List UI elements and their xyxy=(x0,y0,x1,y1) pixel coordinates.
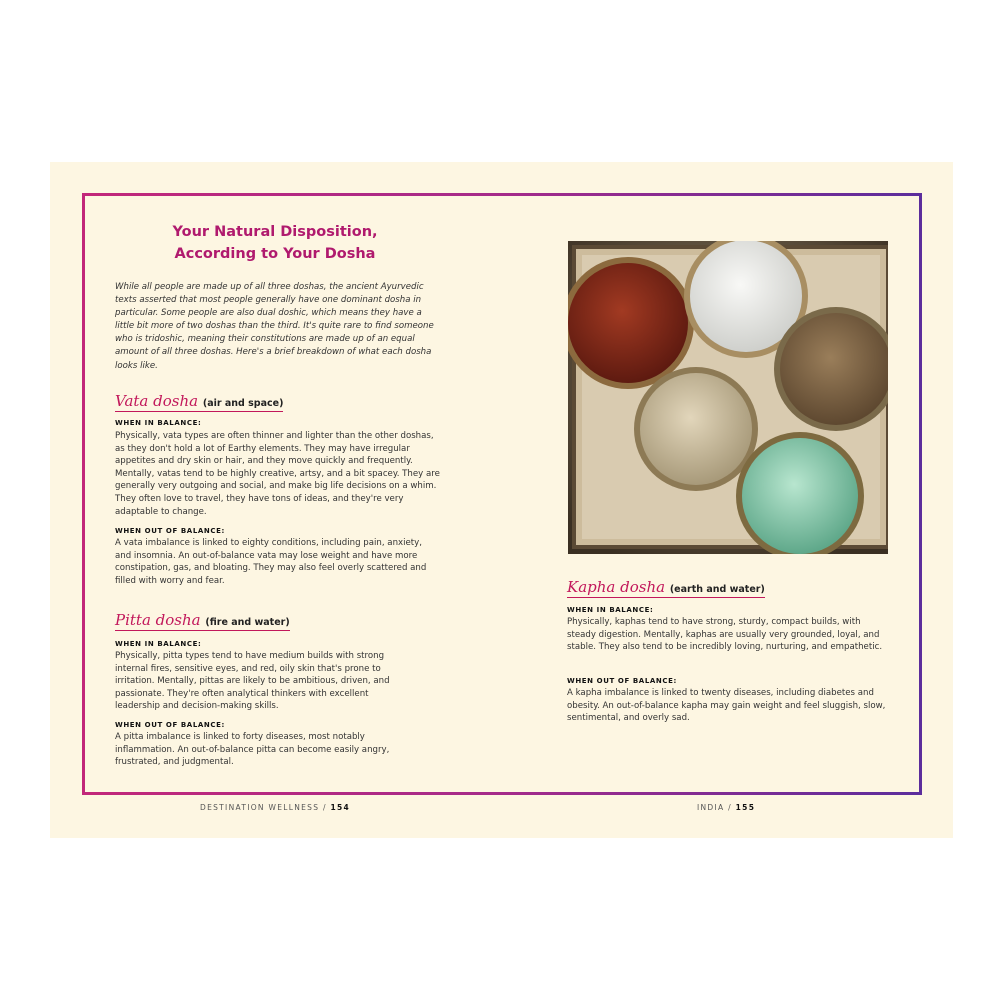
footer-right xyxy=(697,803,755,812)
pitta-heading xyxy=(115,611,290,631)
intro-paragraph: While all people are made up of all three doshas, the ancient Ayurvedic texts asserted that most people generally have one dominant dosha in particular. Some people are also dual doshic, which means they have a little bit more of two doshas than the third. It's quite rare to find someone who is tridoshic, meaning their constitutions are made up of an equal amount of all three doshas. Here's a brief breakdown of what each dosha looks like. xyxy=(115,282,434,371)
kapha-balance-text: Physically, kaphas tend to have strong, sturdy, compact builds, with steady digestion. Mentally, kaphas are usually very grounded, loyal, and stable. They also tend to be incredibly loving, nurturing, and empathetic. xyxy=(567,617,883,653)
footer-left-separator: / xyxy=(323,803,327,812)
vata-balance-label: WHEN IN BALANCE: xyxy=(115,419,202,427)
title-line-2: According to Your Dosha xyxy=(174,246,376,262)
kapha-heading xyxy=(567,578,765,598)
page-number-right: 155 xyxy=(735,803,756,812)
kapha-imbalance-text: A kapha imbalance is linked to twenty diseases, including diabetes and obesity. An out-of-balance kapha may gain weight and feel sluggish, slow, sentimental, and overly sad. xyxy=(567,688,886,724)
kapha-name: Kapha dosha xyxy=(567,578,666,596)
vata-imbalance-text: A vata imbalance is linked to eighty conditions, including pain, anxiety, and insomnia. An out-of-balance vata may lose weight and have more constipation, gas, and bloating. They may also feel overly scattered and filled with worry and fear. xyxy=(115,538,427,586)
pitta-name: Pitta dosha xyxy=(115,611,201,629)
footer-right-title: INDIA xyxy=(697,803,725,812)
pitta-balance-label: WHEN IN BALANCE: xyxy=(115,640,202,648)
footer-left xyxy=(200,803,350,812)
kapha-balance-label: WHEN IN BALANCE: xyxy=(567,606,654,614)
pitta-balance-text: Physically, pitta types tend to have medium builds with strong internal fires, sensitive eyes, and red, oily skin that's prone to irritation. Mentally, pittas are likely to be ambitious, driven, and passionate. They're often analytical thinkers with excellent leadership and decision-making skills. xyxy=(115,651,390,712)
pitta-imbalance-label: WHEN OUT OF BALANCE: xyxy=(115,721,225,729)
vata-imbalance-label: WHEN OUT OF BALANCE: xyxy=(115,527,225,535)
spice-bowls-image xyxy=(568,241,888,554)
vata-balance-text: Physically, vata types are often thinner and lighter than the other doshas, as they don't hold a lot of Earthy elements. They may have irregular appetites and dry skin or hair, and they move quickly and frequently. Mentally, vatas tend to be highly creative, artsy, and a bit spacey. They are generally very outgoing and social, and make big life decisions on a whim. They often love to travel, they have tons of ideas, and they're very adaptable to change. xyxy=(115,431,440,517)
footer-right-separator: / xyxy=(728,803,732,812)
pitta-imbalance-text: A pitta imbalance is linked to forty diseases, most notably inflammation. An out-of-balance pitta can become easily angry, frustrated, and judgmental. xyxy=(115,732,390,768)
pitta-elements: (fire and water) xyxy=(205,617,290,628)
page-number-left: 154 xyxy=(330,803,351,812)
vata-heading xyxy=(115,392,283,412)
page-title xyxy=(115,221,435,265)
kapha-elements: (earth and water) xyxy=(669,584,765,595)
vata-name: Vata dosha xyxy=(115,392,199,410)
title-line-1: Your Natural Disposition, xyxy=(172,224,378,240)
vata-elements: (air and space) xyxy=(202,398,284,409)
footer-left-title: DESTINATION WELLNESS xyxy=(200,803,320,812)
spices-photo xyxy=(568,241,888,554)
kapha-imbalance-label: WHEN OUT OF BALANCE: xyxy=(567,677,677,685)
